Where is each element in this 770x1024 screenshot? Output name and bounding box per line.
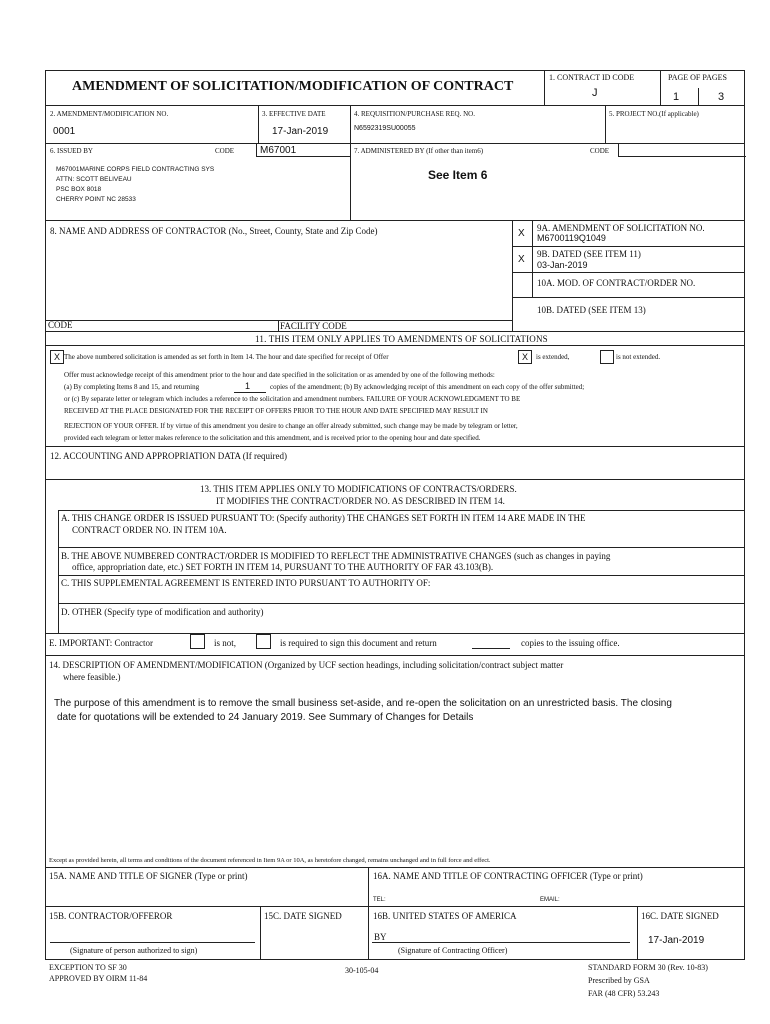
copies-label: copies to the issuing office. [521,638,620,648]
item-13-heading-1: 13. THIS ITEM APPLIES ONLY TO MODIFICATIONS OF CONTRACTS/ORDERS. [200,484,517,494]
item-13d: D. OTHER (Specify type of modification and authority) [61,607,264,617]
by-label: BY [374,932,387,942]
item-10b-label: 10B. DATED (SEE ITEM 13) [537,305,646,315]
email-label: EMAIL: [540,897,560,903]
contract-id-code-value: J [592,87,598,99]
form-title: AMENDMENT OF SOLICITATION/MODIFICATION OF CONTRACT [72,79,514,94]
item-15b-label: 15B. CONTRACTOR/OFFEROR [49,911,173,921]
important-label: E. IMPORTANT: Contractor [49,638,154,648]
item-13b-line-1: B. THE ABOVE NUMBERED CONTRACT/ORDER IS MODIFIED TO REFLECT THE ADMINISTRATIVE CHANGES (such as changes in paying [61,551,611,561]
item-11-para-1: Offer must acknowledge receipt of this amendment prior to the hour and date specified in the solicitation or as amended by one of the following methods: [64,371,495,379]
administered-by-code-box [618,143,746,157]
contractor-code-label: CODE [48,320,73,330]
item-12-label: 12. ACCOUNTING AND APPROPRIATION DATA (If required) [50,451,288,461]
approved-text: APPROVED BY OIRM 11-84 [49,974,148,983]
issued-by-label: 6. ISSUED BY [50,147,93,155]
amendment-no-label: 2. AMENDMENT/MODIFICATION NO. [50,110,169,118]
item-14-label-2: where feasible.) [63,672,121,682]
issued-by-code-value: M67001 [260,145,297,156]
item-16a-label: 16A. NAME AND TITLE OF CONTRACTING OFFICER (Type or print) [373,871,643,881]
project-no-label: 5. PROJECT NO.(If applicable) [609,110,699,118]
officer-signature-caption: (Signature of Contracting Officer) [398,946,508,955]
prescribed-by-label: Prescribed by GSA [588,976,650,985]
is-not-label: is not, [214,638,237,648]
item-11-para-5: REJECTION OF YOUR OFFER. If by virtue of this amendment you desire to change an offer already submitted, such change may be made by telegram or letter, [64,422,518,430]
standard-form-label: STANDARD FORM 30 (Rev. 10-83) [588,963,708,972]
page-count: 3 [718,91,725,103]
requisition-value: N6592319SU00055 [354,125,416,132]
item-11-para-2b: copies of the amendment; (b) By acknowledging receipt of this amendment on each copy of the offer submitted; [270,383,585,391]
effective-date-value: 17-Jan-2019 [272,126,329,137]
item-11-para-4: RECEIVED AT THE PLACE DESIGNATED FOR THE RECEIPT OF OFFERS PRIOR TO THE HOUR AND DATE SPECIFIED MAY RESULT IN [64,407,488,415]
copies-value: 1 [245,381,251,391]
issued-by-address: M67001MARINE CORPS FIELD CONTRACTING SYS ATTN: SCOTT BELIVEAU PSC BOX 8018 CHERRY POINT NC 28533 [56,166,215,203]
extended-checkbox[interactable]: X [518,350,532,364]
item-11-para-3: or (c) By separate letter or telegram which includes a reference to the solicitation and amendment numbers. FAILURE OF YOUR ACKNOWLEDGMENT TO BE [64,395,521,403]
amended-checkbox[interactable]: X [50,350,64,364]
tel-label: TEL: [373,897,386,903]
item-13a-line-2: CONTRACT ORDER NO. IN ITEM 10A. [72,525,227,535]
item-11-heading: 11. THIS ITEM ONLY APPLIES TO AMENDMENTS OF SOLICITATIONS [255,334,548,344]
contractor-signature-caption: (Signature of person authorized to sign) [70,946,198,955]
item-10a-label: 10A. MOD. OF CONTRACT/ORDER NO. [537,278,696,288]
effective-date-label: 3. EFFECTIVE DATE [262,110,326,118]
item-9b-label: 9B. DATED (SEE ITEM 11) [537,249,641,259]
item-14-body-1: The purpose of this amendment is to remove the small business set-aside, and re-open the solicitation on an unrestricted basis. The closing [54,698,672,709]
contractor-label: 8. NAME AND ADDRESS OF CONTRACTOR (No., Street, County, State and Zip Code) [50,226,378,236]
item-9a-label: 9A. AMENDMENT OF SOLICITATION NO. [537,223,705,233]
item-9a-x: X [518,228,525,239]
item-13-heading-2: IT MODIFIES THE CONTRACT/ORDER NO. AS DESCRIBED IN ITEM 14. [216,496,505,506]
page-of-pages-label: PAGE OF PAGES [668,73,727,82]
item-13a-line-1: A. THIS CHANGE ORDER IS ISSUED PURSUANT TO: (Specify authority) THE CHANGES SET FORTH IN ITEM 14 ARE MADE IN THE [61,513,586,523]
form-number-center: 30-105-04 [345,966,379,975]
item-14-footer: Except as provided herein, all terms and conditions of the document referenced in Item 9A or 10A, as heretofore changed, remains unchanged and in full force and effect. [49,857,491,864]
extended-text: is extended, [536,353,570,361]
amended-text: The above numbered solicitation is amended as set forth in Item 14. The hour and date specified for receipt of Offer [64,353,389,361]
not-extended-checkbox[interactable] [600,350,614,364]
exception-text: EXCEPTION TO SF 30 [49,963,127,972]
item-11-para-2a: (a) By completing Items 8 and 15, and returning [64,383,200,391]
item-13c: C. THIS SUPPLEMENTAL AGREEMENT IS ENTERED INTO PURSUANT TO AUTHORITY OF: [61,578,431,588]
contractor-is-not-checkbox[interactable] [190,634,205,649]
item-13b-line-2: office, appropriation date, etc.) SET FORTH IN ITEM 14, PURSUANT TO THE AUTHORITY OF FAR 43.103(B). [72,562,494,572]
requisition-label: 4. REQUISITION/PURCHASE REQ. NO. [354,110,475,118]
administered-by-code-label: CODE [590,147,610,155]
item-14-label-1: 14. DESCRIPTION OF AMENDMENT/MODIFICATION (Organized by UCF section headings, including solicitation/contract subject matter [49,660,564,670]
item-16c-label: 16C. DATE SIGNED [641,911,719,921]
issued-by-code-label: CODE [215,147,235,155]
page-number: 1 [673,91,680,103]
item-11-para-6: provided each telegram or letter makes reference to the solicitation and this amendment, and is received prior to the opening hour and date specified. [64,434,481,442]
not-extended-text: is not extended. [616,353,661,361]
see-item-6: See Item 6 [428,168,488,182]
item-9b-value: 03-Jan-2019 [537,260,588,270]
date-signed-16c: 17-Jan-2019 [648,935,705,946]
amendment-no-value: 0001 [53,126,76,137]
facility-code-label: FACILITY CODE [280,321,347,331]
item-15c-label: 15C. DATE SIGNED [264,911,342,921]
item-9b-x: X [518,254,525,265]
item-16b-label: 16B. UNITED STATES OF AMERICA [373,911,517,921]
far-label: FAR (48 CFR) 53.243 [588,989,660,998]
contractor-is-required-checkbox[interactable] [256,634,271,649]
administered-by-label: 7. ADMINISTERED BY (If other than item6) [354,147,484,155]
is-required-label: is required to sign this document and return [280,638,437,648]
item-14-body-2: date for quotations will be extended to 24 January 2019. See Summary of Changes for Details [57,712,474,723]
item-9a-value: M6700119Q1049 [537,233,606,243]
item-15a-label: 15A. NAME AND TITLE OF SIGNER (Type or print) [49,871,248,881]
contract-id-code-label: 1. CONTRACT ID CODE [549,73,635,82]
